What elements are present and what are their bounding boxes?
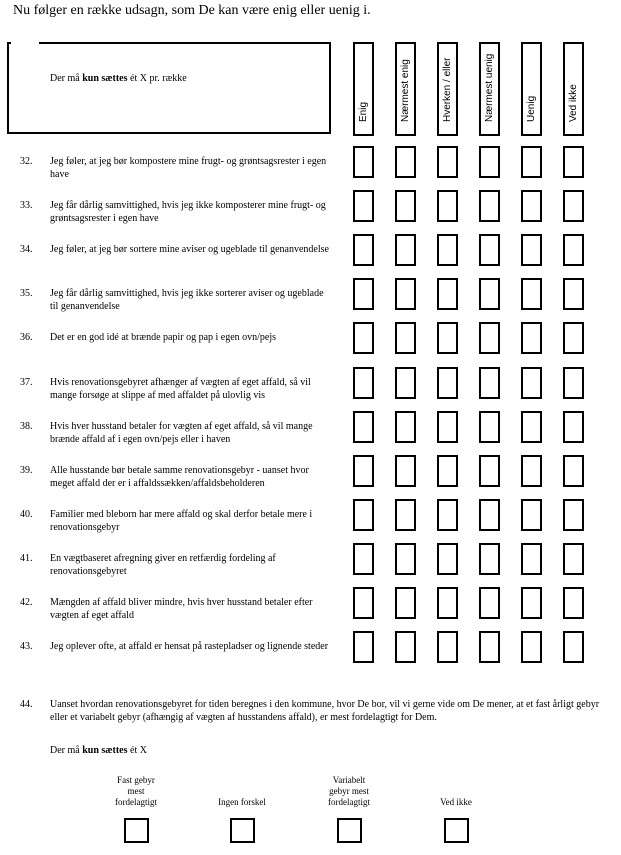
answer-checkbox[interactable]	[563, 499, 584, 531]
column-header-4	[479, 42, 500, 136]
question-number: 37.	[20, 376, 33, 388]
answer-checkbox[interactable]	[563, 322, 584, 354]
q44-option-checkbox[interactable]	[444, 818, 469, 843]
answer-checkbox[interactable]	[479, 367, 500, 399]
question-number: 32.	[20, 156, 33, 167]
question-text: Jeg får dårlig samvittighed, hvis jeg ikke sorterer aviser og ugeblade til genanvendelse	[50, 288, 324, 313]
answer-checkbox[interactable]	[437, 499, 458, 531]
answer-checkbox[interactable]	[563, 455, 584, 487]
question-number: 33.	[20, 200, 33, 212]
q44-option-label	[96, 775, 176, 808]
question-44-text: Uanset hvordan renovationsgebyret for tiden beregnes i den kommune, hvor De bor, vil vi gerne vide om De mener, at et fast årligt gebyr eller et variabelt gebyr (afhængig af vægten af husstandens affald), er mest fordelagtigt for Dem.	[50, 699, 600, 723]
answer-checkbox[interactable]	[353, 190, 374, 222]
answer-checkbox[interactable]	[521, 587, 542, 619]
answer-checkbox[interactable]	[395, 631, 416, 663]
column-header-label: Nærmest enig	[399, 59, 411, 122]
answer-checkbox[interactable]	[563, 190, 584, 222]
answer-checkbox[interactable]	[479, 587, 500, 619]
answer-checkbox[interactable]	[395, 322, 416, 354]
question-text: En vægtbaseret afregning giver en retfærdig fordeling af renovationsgebyret	[50, 552, 276, 577]
q44-option-label-line: Ved ikke	[440, 797, 472, 807]
answer-checkbox[interactable]	[437, 322, 458, 354]
answer-checkbox[interactable]	[437, 367, 458, 399]
answer-checkbox[interactable]	[521, 322, 542, 354]
answer-checkbox[interactable]	[563, 411, 584, 443]
column-header-1	[353, 42, 374, 136]
question-text: Mængden af affald bliver mindre, hvis hver husstand betaler efter vægten af eget affald	[50, 597, 313, 621]
question-text: Jeg får dårlig samvittighed, hvis jeg ikke komposterer mine frugt- og grøntsagsrester i egen have	[50, 200, 326, 225]
q44-option-label-line: Ingen forskel	[218, 797, 266, 807]
question-number: 43.	[20, 641, 33, 653]
answer-checkbox[interactable]	[353, 278, 374, 310]
q44-option-label-line: fordelagtigt	[115, 797, 157, 807]
answer-checkbox[interactable]	[563, 234, 584, 266]
q44-option-checkbox[interactable]	[337, 818, 362, 843]
answer-checkbox[interactable]	[353, 631, 374, 663]
q44-option-label	[309, 775, 389, 808]
question-number: 40.	[20, 508, 33, 520]
q44-option-label-line: gebyr mest	[329, 786, 369, 796]
answer-checkbox[interactable]	[479, 322, 500, 354]
page-title: Nu følger en række udsagn, som De kan være enig eller uenig i.	[13, 3, 371, 18]
answer-checkbox[interactable]	[563, 367, 584, 399]
q44-option-label-line: fordelagtigt	[328, 797, 370, 807]
answer-checkbox[interactable]	[479, 278, 500, 310]
answer-checkbox[interactable]	[353, 146, 374, 178]
question-text: Det er en god idé at brænde papir og pap i egen ovn/pejs	[50, 332, 277, 344]
question-text: Jeg føler, at jeg bør kompostere mine frugt- og grøntsagsrester i egen have	[50, 156, 327, 180]
question-number: 38.	[20, 420, 33, 432]
answer-checkbox[interactable]	[437, 234, 458, 266]
instruction-box	[7, 42, 331, 134]
column-header-5	[521, 42, 542, 136]
question-text: Hvis renovationsgebyret afhænger af vægten af eget affald, så vil mange forsøge at slippe af med affaldet på ulovlig vis	[50, 376, 311, 401]
answer-checkbox[interactable]	[521, 411, 542, 443]
answer-checkbox[interactable]	[479, 455, 500, 487]
column-header-label: Uenig	[525, 95, 537, 122]
answer-checkbox[interactable]	[521, 631, 542, 663]
answer-checkbox[interactable]	[521, 190, 542, 222]
answer-checkbox[interactable]	[353, 322, 374, 354]
question-number: 39.	[20, 464, 33, 476]
answer-checkbox[interactable]	[395, 190, 416, 222]
answer-checkbox[interactable]	[395, 146, 416, 178]
answer-checkbox[interactable]	[395, 543, 416, 575]
answer-checkbox[interactable]	[395, 499, 416, 531]
answer-checkbox[interactable]	[521, 455, 542, 487]
answer-checkbox[interactable]	[479, 411, 500, 443]
question-number: 41.	[20, 552, 33, 564]
answer-checkbox[interactable]	[563, 631, 584, 663]
question-number: 42.	[20, 597, 33, 608]
column-header-3	[437, 42, 458, 136]
answer-checkbox[interactable]	[437, 455, 458, 487]
answer-checkbox[interactable]	[395, 587, 416, 619]
question-44-instruction: Der må kun sættes ét X	[50, 745, 147, 756]
answer-checkbox[interactable]	[437, 587, 458, 619]
answer-checkbox[interactable]	[395, 455, 416, 487]
answer-checkbox[interactable]	[353, 587, 374, 619]
answer-checkbox[interactable]	[521, 234, 542, 266]
column-header-label: Enig	[357, 101, 369, 122]
answer-checkbox[interactable]	[353, 543, 374, 575]
question-44-number: 44.	[20, 699, 33, 710]
answer-checkbox[interactable]	[437, 543, 458, 575]
q44-option-label-line: Fast gebyr	[117, 775, 155, 785]
column-header-2	[395, 42, 416, 136]
question-number: 34.	[20, 244, 33, 256]
answer-checkbox[interactable]	[479, 499, 500, 531]
answer-checkbox[interactable]	[395, 411, 416, 443]
question-text: Alle husstande bør betale samme renovationsgebyr - uanset hvor meget affald der er i affaldssækken/affaldsbeholderen	[50, 464, 309, 489]
answer-checkbox[interactable]	[353, 234, 374, 266]
question-text: Hvis hver husstand betaler for vægten af eget affald, så vil mange brænde affald af i egen ovn/pejs eller i haven	[50, 420, 313, 445]
answer-checkbox[interactable]	[479, 631, 500, 663]
q44-option-label	[202, 797, 282, 808]
answer-checkbox[interactable]	[521, 367, 542, 399]
answer-checkbox[interactable]	[353, 411, 374, 443]
answer-checkbox[interactable]	[563, 278, 584, 310]
answer-checkbox[interactable]	[521, 499, 542, 531]
answer-checkbox[interactable]	[479, 543, 500, 575]
q44-option-label	[416, 797, 496, 808]
q44-option-label-line: Variabelt	[332, 775, 366, 785]
answer-checkbox[interactable]	[479, 234, 500, 266]
answer-checkbox[interactable]	[437, 411, 458, 443]
answer-checkbox[interactable]	[437, 190, 458, 222]
question-text: Jeg oplever ofte, at affald er hensat på rastepladser og lignende steder	[50, 641, 329, 653]
answer-checkbox[interactable]	[437, 631, 458, 663]
answer-checkbox[interactable]	[521, 543, 542, 575]
answer-checkbox[interactable]	[437, 146, 458, 178]
question-text: Jeg føler, at jeg bør sortere mine aviser og ugeblade til genanvendelse	[50, 244, 329, 256]
answer-checkbox[interactable]	[353, 455, 374, 487]
column-header-label: Ved ikke	[567, 84, 579, 122]
q44-option-checkbox[interactable]	[124, 818, 149, 843]
question-number: 36.	[20, 332, 33, 344]
answer-checkbox[interactable]	[395, 367, 416, 399]
answer-checkbox[interactable]	[563, 543, 584, 575]
answer-checkbox[interactable]	[563, 587, 584, 619]
answer-checkbox[interactable]	[395, 278, 416, 310]
instruction-text: Der må kun sættes ét X pr. række	[50, 73, 187, 84]
answer-checkbox[interactable]	[521, 278, 542, 310]
column-header-label: Nærmest uenig	[483, 53, 495, 122]
answer-checkbox[interactable]	[395, 234, 416, 266]
answer-checkbox[interactable]	[521, 146, 542, 178]
answer-checkbox[interactable]	[479, 190, 500, 222]
question-text: Familier med bleborn har mere affald og skal derfor betale mere i renovationsgebyr	[50, 508, 313, 533]
column-header-6	[563, 42, 584, 136]
q44-option-checkbox[interactable]	[230, 818, 255, 843]
question-number: 35.	[20, 288, 33, 300]
q44-option-label-line: mest	[127, 786, 145, 796]
answer-checkbox[interactable]	[437, 278, 458, 310]
answer-checkbox[interactable]	[479, 146, 500, 178]
answer-checkbox[interactable]	[353, 367, 374, 399]
answer-checkbox[interactable]	[563, 146, 584, 178]
column-header-label: Hverken / eller	[441, 57, 453, 122]
answer-checkbox[interactable]	[353, 499, 374, 531]
